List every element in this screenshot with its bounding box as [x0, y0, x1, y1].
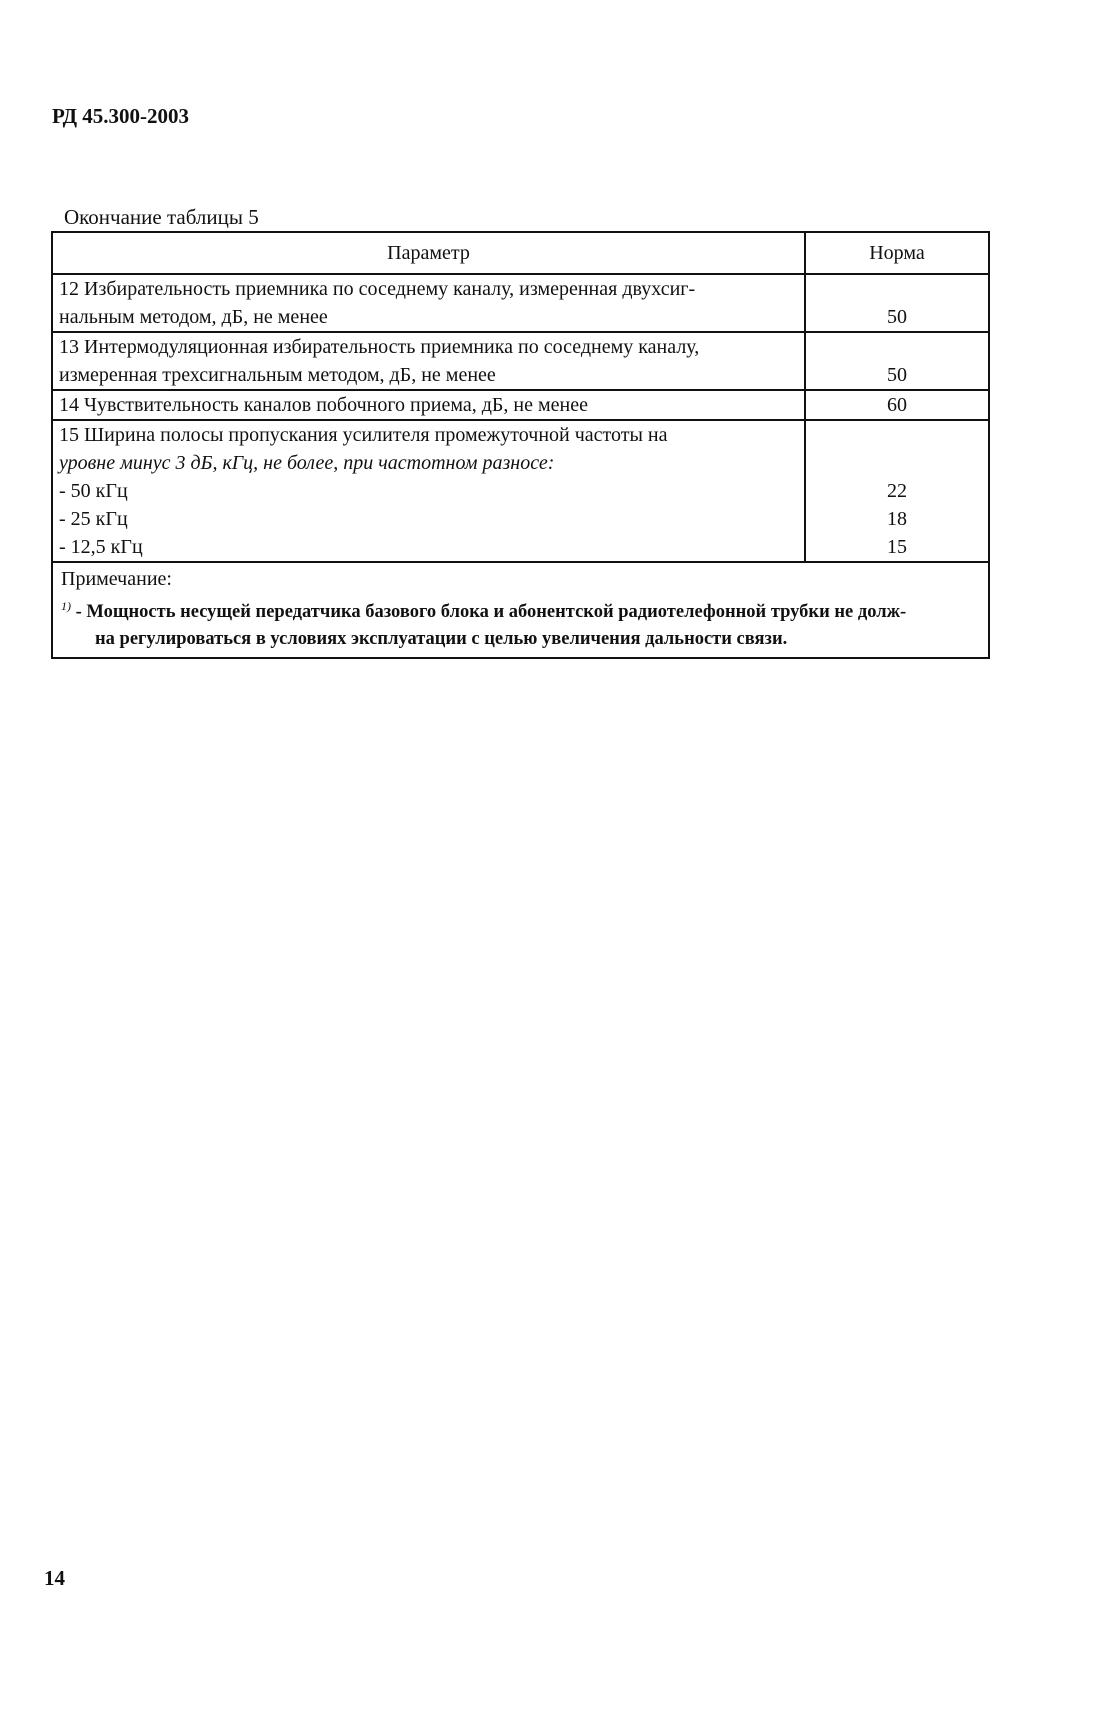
parameter-line: нальным методом, дБ, не менее [59, 306, 328, 328]
norm-cell [805, 420, 989, 562]
table-row [52, 390, 989, 420]
document-code: РД 45.300-2003 [52, 104, 190, 128]
sub-item-label: - 25 кГц [59, 508, 128, 530]
table-caption: Окончание таблицы 5 [64, 205, 259, 229]
parameter-line: 14 Чувствительность каналов побочного приема, дБ, не менее [59, 394, 588, 416]
table-row [52, 420, 989, 562]
table-header-row [52, 232, 989, 274]
parameters-table [51, 231, 990, 659]
parameter-line: 12 Избирательность приемника по соседнему каналу, измеренная двухсиг- [59, 278, 696, 300]
sub-item-label: - 12,5 кГц [59, 536, 143, 558]
note-cell [52, 562, 989, 658]
table-row [52, 332, 989, 390]
page-number: 14 [44, 1566, 65, 1590]
norm-cell: 50 [805, 332, 989, 390]
note-line: - Мощность несущей передатчика базового блока и абонентской радиотелефонной трубки не долж- [71, 602, 907, 623]
note-title: Примечание: [61, 568, 172, 590]
note-row [52, 562, 989, 658]
parameter-cell [52, 274, 805, 332]
header-norm: Норма [805, 232, 989, 274]
note-line: на регулироваться в условиях эксплуатации с целью увеличения дальности связи. [95, 629, 788, 650]
sub-item-label: - 50 кГц [59, 480, 128, 502]
parameter-line: измеренная трехсигнальным методом, дБ, не менее [59, 364, 496, 386]
table-row [52, 274, 989, 332]
parameter-line: 13 Интермодуляционная избирательность приемника по соседнему каналу, [59, 336, 700, 358]
norm-cell: 50 [805, 274, 989, 332]
parameter-line-italic: уровне минус 3 дБ, кГц, не более, при частотном разносе: [59, 452, 555, 474]
sub-item-norm: 18 [887, 508, 907, 530]
note-text [61, 593, 982, 626]
header-parameter: Параметр [52, 232, 805, 274]
norm-cell: 60 [805, 390, 989, 420]
sub-item-norm: 22 [887, 480, 907, 502]
footnote-marker: 1) [61, 599, 71, 613]
sub-item-norm: 15 [887, 536, 907, 558]
parameter-line: 15 Ширина полосы пропускания усилителя промежуточной частоты на [59, 424, 668, 446]
parameter-cell [52, 390, 805, 420]
parameter-cell [52, 420, 805, 562]
parameter-cell [52, 332, 805, 390]
